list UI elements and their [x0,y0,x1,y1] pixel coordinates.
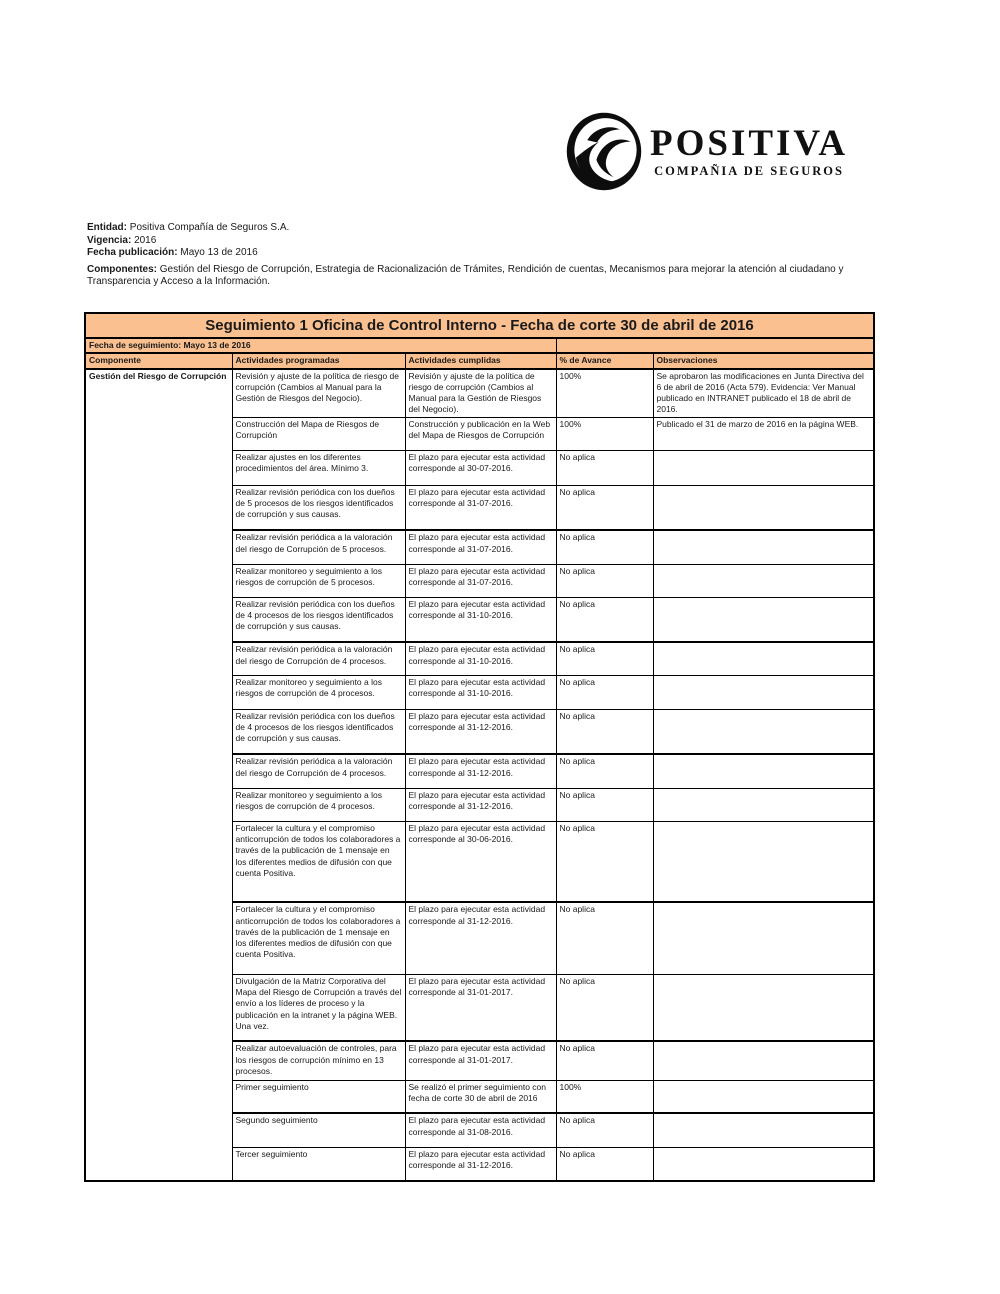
avance-cell: No aplica [556,709,653,754]
actividad-programada-cell: Realizar monitoreo y seguimiento a los riesgos de corrupción de 5 procesos. [232,564,405,597]
table-row [85,369,874,418]
actividad-cumplida-cell: El plazo para ejecutar esta actividad corresponde al 30-07-2016. [405,450,556,485]
col-header-actividades-programadas: Actividades programadas [232,353,405,368]
logo-brand: POSITIVA [650,122,849,164]
componente-cell: Gestión del Riesgo de Corrupción [85,369,232,1182]
logo-tagline: COMPAÑIA DE SEGUROS [654,163,844,178]
actividad-programada-cell: Realizar revisión periódica con los dueños de 4 procesos de los riesgos identificados de corrupción y sus causas. [232,597,405,642]
positiva-bird-emblem-icon [566,112,642,191]
actividad-programada-cell: Fortalecer la cultura y el compromiso anticorrupción de todos los colaboradores a través de la publicación de 1 mensaje en los diferentes medios de difusión con que cuenta Positiva. [232,821,405,902]
entidad-line [87,222,862,235]
observaciones-cell [653,450,874,485]
observaciones-cell [653,675,874,709]
actividad-cumplida-cell: El plazo para ejecutar esta actividad corresponde al 31-12-2016. [405,709,556,754]
observaciones-cell [653,1080,874,1113]
observaciones-cell [653,530,874,564]
avance-cell: No aplica [556,597,653,642]
observaciones-cell [653,821,874,902]
actividad-programada-cell: Segundo seguimiento [232,1113,405,1147]
actividad-programada-cell: Realizar revisión periódica con los dueños de 4 procesos de los riesgos identificados de corrupción y sus causas. [232,709,405,754]
seguimiento-table [84,312,875,1182]
actividad-cumplida-cell: El plazo para ejecutar esta actividad corresponde al 31-12-2016. [405,1147,556,1181]
avance-cell: No aplica [556,821,653,902]
avance-cell: No aplica [556,754,653,788]
fecha-seguimiento-empty-cell [556,338,874,353]
fecha-seguimiento-cell: Fecha de seguimiento: Mayo 13 de 2016 [85,338,556,353]
actividad-programada-cell: Realizar revisión periódica a la valoración del riesgo de Corrupción de 5 procesos. [232,530,405,564]
actividad-cumplida-cell: El plazo para ejecutar esta actividad corresponde al 31-07-2016. [405,564,556,597]
actividad-programada-cell: Realizar monitoreo y seguimiento a los riesgos de corrupción de 4 procesos. [232,788,405,821]
actividad-programada-cell: Realizar ajustes en los diferentes procedimientos del área. Mínimo 3. [232,450,405,485]
actividad-programada-cell: Realizar autoevaluación de controles, para los riesgos de corrupción mínimo en 13 procesos. [232,1041,405,1080]
actividad-cumplida-cell: El plazo para ejecutar esta actividad corresponde al 31-01-2017. [405,974,556,1041]
avance-cell: No aplica [556,675,653,709]
avance-cell: No aplica [556,642,653,675]
observaciones-cell: Se aprobaron las modificaciones en Junta Directiva del 6 de abril de 2016 (Acta 579). Evidencia: Ver Manual publicado en INTRANET publicado el 18 de abril de 2016. [653,369,874,418]
vigencia-label: Vigencia: [87,234,132,246]
avance-cell: No aplica [556,1147,653,1181]
observaciones-cell [653,709,874,754]
observaciones-cell [653,564,874,597]
actividad-cumplida-cell: El plazo para ejecutar esta actividad corresponde al 31-12-2016. [405,788,556,821]
table-body [85,369,874,1182]
table-title-row [85,313,874,338]
observaciones-cell [653,597,874,642]
actividad-cumplida-cell: El plazo para ejecutar esta actividad corresponde al 31-10-2016. [405,642,556,675]
observaciones-cell [653,974,874,1041]
avance-cell: No aplica [556,974,653,1041]
actividad-cumplida-cell: El plazo para ejecutar esta actividad corresponde al 31-07-2016. [405,485,556,530]
avance-cell: No aplica [556,1113,653,1147]
observaciones-cell [653,788,874,821]
vigencia-value: 2016 [134,234,157,246]
avance-cell: 100% [556,1080,653,1113]
logo [566,112,848,191]
fecha-publicacion-value: Mayo 13 de 2016 [180,247,258,259]
vigencia-line [87,235,862,248]
document-meta [87,222,862,289]
actividad-programada-cell: Tercer seguimiento [232,1147,405,1181]
componentes-value: Gestión del Riesgo de Corrupción, Estrategia de Racionalización de Trámites, Rendición de cuentas, Mecanismos para mejorar la atención al ciudadano y Transparencia y Acceso a la Información. [87,263,844,288]
actividad-cumplida-cell: El plazo para ejecutar esta actividad corresponde al 31-08-2016. [405,1113,556,1147]
col-header-componente: Componente [85,353,232,368]
observaciones-cell: Publicado el 31 de marzo de 2016 en la página WEB. [653,417,874,450]
observaciones-cell [653,485,874,530]
avance-cell: No aplica [556,485,653,530]
logo-text [650,122,849,179]
actividad-programada-cell: Realizar revisión periódica a la valoración del riesgo de Corrupción de 4 procesos. [232,754,405,788]
observaciones-cell [653,1147,874,1181]
avance-cell: No aplica [556,902,653,974]
actividad-cumplida-cell: El plazo para ejecutar esta actividad corresponde al 31-07-2016. [405,530,556,564]
fecha-seguimiento-row [85,338,874,353]
observaciones-cell [653,1041,874,1080]
actividad-programada-cell: Revisión y ajuste de la política de riesgo de corrupción (Cambios al Manual para la Gestión de Riesgos del Negocio). [232,369,405,418]
avance-cell: No aplica [556,530,653,564]
actividad-programada-cell: Fortalecer la cultura y el compromiso anticorrupción de todos los colaboradores a través de la publicación de 1 mensaje en los diferentes medios de difusión con que cuenta Positiva. [232,902,405,974]
observaciones-cell [653,642,874,675]
fecha-publicacion-line [87,247,862,260]
actividad-cumplida-cell: El plazo para ejecutar esta actividad corresponde al 30-06-2016. [405,821,556,902]
seguimiento-table-wrapper [84,312,875,1182]
entidad-label: Entidad: [87,222,127,233]
actividad-programada-cell: Realizar monitoreo y seguimiento a los riesgos de corrupción de 4 procesos. [232,675,405,709]
actividad-programada-cell: Divulgación de la Matriz Corporativa del Mapa del Riesgo de Corrupción a través del envío a los líderes de proceso y la publicación en la intranet y la página WEB. Una vez. [232,974,405,1041]
componentes-line [87,264,862,289]
actividad-cumplida-cell: El plazo para ejecutar esta actividad corresponde al 31-10-2016. [405,597,556,642]
actividad-programada-cell: Primer seguimiento [232,1080,405,1113]
actividad-cumplida-cell: El plazo para ejecutar esta actividad corresponde al 31-10-2016. [405,675,556,709]
actividad-cumplida-cell: Construcción y publicación en la Web del Mapa de Riesgos de Corrupción [405,417,556,450]
observaciones-cell [653,1113,874,1147]
fecha-publicacion-label: Fecha publicación: [87,247,178,259]
avance-cell: 100% [556,369,653,418]
col-header-actividades-cumplidas: Actividades cumplidas [405,353,556,368]
avance-cell: No aplica [556,788,653,821]
componentes-label: Componentes: [87,263,157,275]
col-header-avance: % de Avance [556,353,653,368]
actividad-cumplida-cell: El plazo para ejecutar esta actividad corresponde al 31-12-2016. [405,754,556,788]
col-header-observaciones: Observaciones [653,353,874,368]
actividad-cumplida-cell: El plazo para ejecutar esta actividad corresponde al 31-12-2016. [405,902,556,974]
observaciones-cell [653,754,874,788]
avance-cell: 100% [556,417,653,450]
table-title: Seguimiento 1 Oficina de Control Interno - Fecha de corte 30 de abril de 2016 [85,313,874,338]
avance-cell: No aplica [556,450,653,485]
observaciones-cell [653,902,874,974]
actividad-cumplida-cell: Revisión y ajuste de la política de riesgo de corrupción (Cambios al Manual para la Gestión de Riesgos del Negocio). [405,369,556,418]
actividad-cumplida-cell: El plazo para ejecutar esta actividad corresponde al 31-01-2017. [405,1041,556,1080]
avance-cell: No aplica [556,1041,653,1080]
column-header-row [85,353,874,368]
actividad-programada-cell: Realizar revisión periódica con los dueños de 5 procesos de los riesgos identificados de corrupción y sus causas. [232,485,405,530]
actividad-programada-cell: Realizar revisión periódica a la valoración del riesgo de Corrupción de 4 procesos. [232,642,405,675]
actividad-cumplida-cell: Se realizó el primer seguimiento con fecha de corte 30 de abril de 2016 [405,1080,556,1113]
avance-cell: No aplica [556,564,653,597]
entidad-value: Positiva Compañía de Seguros S.A. [129,222,290,233]
actividad-programada-cell: Construcción del Mapa de Riesgos de Corrupción [232,417,405,450]
